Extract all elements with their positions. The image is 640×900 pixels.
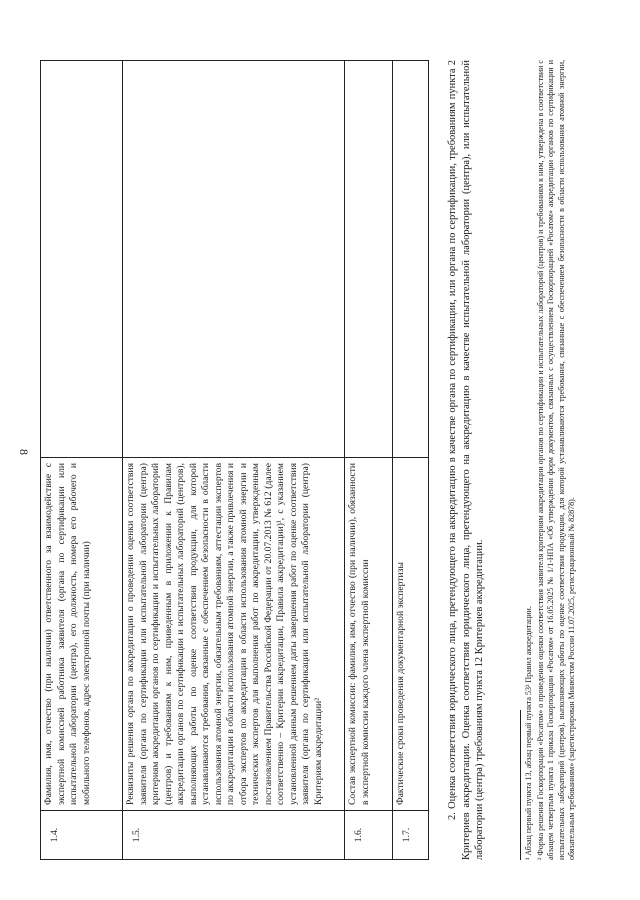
report-table: [40, 60, 429, 860]
footnote-divider: [520, 710, 521, 860]
row-description: Состав экспертной комиссии: фамилия, имя, отчество (при наличии), обязанности в экспертной комиссии каждого члена экспертной комиссии: [345, 458, 393, 811]
row-number: 1.6.: [345, 811, 393, 860]
row-description: Фактические сроки проведения документарной экспертизы: [393, 458, 429, 811]
row-value-cell: [41, 61, 123, 458]
page-number: 8: [17, 449, 31, 455]
row-description: Фамилия, имя, отчество (при наличии) ответственного за взаимодействие с экспертной комиссией работника заявителя (органа по сертификации или испытательной лаборатории (центра), его должность, номера его рабочего и мобильного телефонов, адрес электронной почты (при наличии): [41, 458, 123, 811]
table-row: [123, 61, 345, 860]
table-row: [393, 61, 429, 860]
main-paragraph: 2. Оценка соответствия юридического лица, претендующего на аккредитацию в качестве органа по сертификации, или органа по сертификации, требованиям пункта 2 Критериев аккредитации. Оценка соответствия юридического лица, претендующего на аккредитацию в качестве испытательной лаборатории (центра), или испытательной лаборатории (центра) требованиям пункта 12 Критериев аккредитации.: [447, 60, 485, 860]
row-value-cell: [345, 61, 393, 458]
row-number: 1.7.: [393, 811, 429, 860]
row-number: 1.4.: [41, 811, 123, 860]
table-row: [41, 61, 123, 860]
row-number: 1.5.: [123, 811, 345, 860]
footnote: ¹ Абзац первый пункта 13, абзац первый пункта 53² Правил аккредитации.: [524, 606, 533, 860]
row-value-cell: [123, 61, 345, 458]
footnote: ² Форма решения Госкорпорации «Росатом» о проведении оценки соответствия заявителя критериям аккредитации органов по сертификации и испытательных лабораторий (центров) и требованиям к ним, утверждена в соответствии с абзацем четвертым пункта 1 приказа Госкорпорации «Росатом» от 16.05.2025 № 1/1-НПА «Об утверждении форм документов, связанных с осуществлением Госкорпорацией «Росатом» аккредитации органов по сертификации и испытательных лабораторий (центров), выполняющих работы по оценке соответствия продукции, для которой устанавливаются требования, связанные с обеспечением безопасности в области использования атомной энергии, обязательным требованиям» (зарегистрирован Минюстом России 11.07.2025, регистрационный № 82878).: [536, 60, 577, 860]
rotated-page-content: [40, 40, 600, 860]
table-row: [345, 61, 393, 860]
row-value-cell: [393, 61, 429, 458]
row-description: Реквизиты решения органа по аккредитации о проведении оценки соответствия заявителя (органа по сертификации или испытательной лаборатории (центра) критериям аккредитации органов по сертификации и испытательных лабораторий (центров) и требованиям к ним, приведенным в приложении к Правилам аккредитации органов по сертификации и испытательных лабораторий (центров), выполняющих работы по оценке соответствия продукции, для которой устанавливаются требования, связанные с обеспечением безопасности в области использования атомной энергии, обязательным требованиям, аттестации экспертов по аккредитации в области использования атомной энергии, а также привлечения и отбора экспертов по аккредитации в области использования атомной энергии и технических экспертов для выполнения работ по аккредитации, утвержденным постановлением Правительства Российской Федерации от 20.07.2013 № 612 (далее соответственно – Критерии аккредитации, Правила аккредитации)¹, с указанием установленной данным решением даты завершения работ по оценке соответствия заявителя (органа по сертификации или испытательной лаборатории (центра) Критериям аккредитации²: [123, 458, 345, 811]
